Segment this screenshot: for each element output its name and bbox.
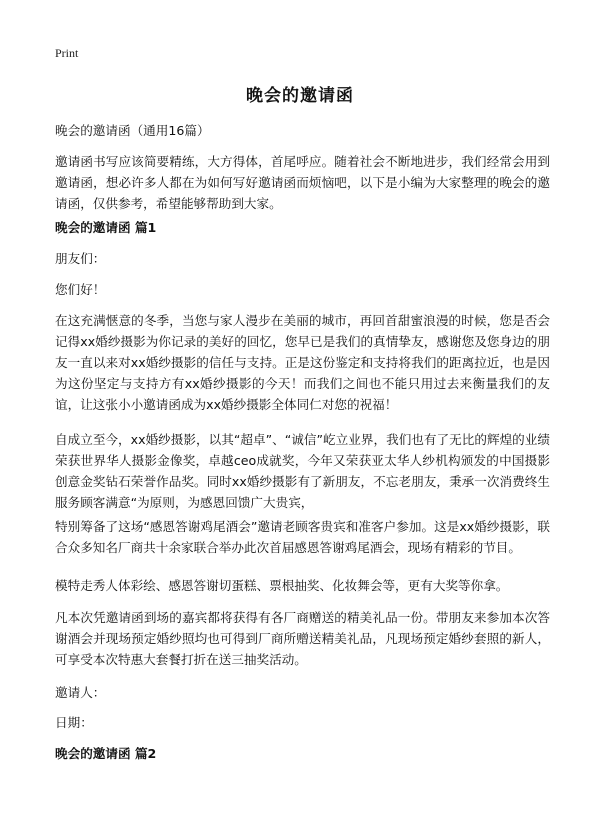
body-paragraph-2: 自成立至今，xx婚纱摄影，以其“超卓”、“诚信”屹立业界，我们也有了无比的辉煌的业绩荣获世界华人摄影金像奖，卓越ceo成就奖，今年又荣获亚太华人纱机构颁发的中国摄影创意金奖钻石荣誉作品奖。同时xx婚纱摄影有了新朋友，不忘老朋友，秉承一次消费终生服务顾客满意“为原则，为感恩回馈广大贵宾，: [55, 432, 550, 510]
section-heading-1: 晚会的邀请函 篇1: [55, 220, 157, 235]
intro-paragraph: 邀请函书写应该简要精练，大方得体，首尾呼应。随着社会不断地进步，我们经常会用到邀请函，想必许多人都在为如何写好邀请函而烦恼吧，以下是小编为大家整理的晚会的邀请函，仅供参考，希望能够帮助到大家。: [55, 154, 550, 211]
body-paragraph-3: 特别筹备了这场“感恩答谢鸡尾酒会”邀请老顾客贵宾和准客户参加。这是xx婚纱摄影，联合众多知名厂商共十余家联合举办此次首届感恩答谢鸡尾酒会，现场有精彩的节目。: [55, 519, 550, 555]
date-label: 日期：: [55, 715, 93, 730]
document-subtitle: 晚会的邀请函（通用16篇）: [55, 123, 210, 138]
greeting: 您们好！: [55, 282, 106, 297]
body-paragraph-4: 模特走秀人体彩绘、感恩答谢切蛋糕、票根抽奖、化妆舞会等，更有大奖等你拿。: [55, 578, 509, 593]
print-link[interactable]: Print: [55, 46, 79, 60]
salutation: 朋友们：: [55, 251, 106, 266]
body-paragraph-5: 凡本次凭邀请函到场的嘉宾都将获得有各厂商赠送的精美礼品一份。带朋友来参加本次答谢酒会并现场预定婚纱照均也可得到厂商所赠送精美礼品，凡现场预定婚纱套照的新人，可享受本次特惠大套餐打折在送三抽奖活动。: [55, 610, 550, 667]
page-title: 晚会的邀请函: [246, 86, 354, 106]
section-heading-2: 晚会的邀请函 篇2: [55, 746, 157, 761]
body-paragraph-1: 在这充满惬意的冬季，当您与家人漫步在美丽的城市，再回首甜蜜浪漫的时候，您是否会记得xx婚纱摄影为你记录的美好的回忆，您早已是我们的真情挚友，感谢您及您身边的朋友一直以来对xx婚纱摄影的信任与支持。正是这份鉴定和支持将我们的距离拉近，也是因为这份坚定与支持方有xx婚纱摄影的今天！而我们之间也不能只用过去来衡量我们的友谊，让这张小小邀请函成为xx婚纱摄影全体同仁对您的祝福！: [55, 313, 550, 412]
inviter-label: 邀请人：: [55, 685, 106, 700]
